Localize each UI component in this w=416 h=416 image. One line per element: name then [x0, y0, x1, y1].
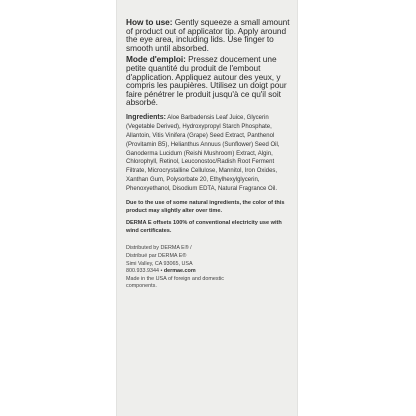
distributor-address: Simi Valley, CA 93065, USA — [126, 260, 193, 267]
website: dermae.com — [163, 268, 196, 275]
ingredients-text: Aloe Barbadensis Leaf Juice, Glycerin (Vegetable Derived), Hydroxypropyl Starch Phosphate, Allantoin, Vitis Vinifera (Grape) Seed Extract, Panthenol (Provitamin B5), Helianthus Annuus (Sunflower) Seed Oil, Ganoderma Lucidum (Reishi Mushroom) Extract, Algin, Chlorophyll, Retinol, Leuconostoc/Radish Root Ferment Filtrate, Microcrystalline Cellulose, Mannitol, Iron Oxides, Xanthan Gum, Polysorbate 20, Ethylhexylglycerin, Phenoxyethanol, Disodium EDTA, Natural Fragrance Oil. — [126, 113, 280, 193]
how-to-use-heading: How to use: — [126, 17, 173, 27]
color-note: Due to the use of some natural ingredients, the color of this product may slightly alter over time. — [126, 200, 285, 214]
label-content — [126, 18, 292, 291]
how-to-use-section — [126, 18, 292, 52]
phone-number: 800.933.9344 • — [126, 268, 163, 275]
distributor-line-1: Distributed by DERMA E® / — [126, 245, 192, 252]
distributor-info — [126, 245, 292, 291]
mode-emploi-heading: Mode d'emploi: — [126, 54, 186, 65]
ingredients-section — [126, 113, 287, 194]
distributor-contact — [126, 268, 292, 276]
origin-line-2: components. — [126, 283, 157, 290]
ingredients-heading: Ingredients: — [126, 111, 166, 121]
origin-line-1: Made in the USA of foreign and domestic — [126, 275, 224, 282]
offset-note: DERMA E offsets 100% of conventional electricity use with wind certificates. — [126, 220, 282, 234]
mode-emploi-text: Pressez doucement une petite quantité du produit de l'embout d'application. Appliquez autour des yeux, y compris les paupières. Utilisez un doigt pour faire pénétrer le produit jusqu'à ce qu'il soit absorbé. — [126, 54, 287, 108]
how-to-use-text: Gently squeeze a small amount of product out of applicator tip. Apply around the eye area, including lids. Use finger to smooth until absorbed. — [126, 17, 290, 53]
product-label-panel — [116, 0, 298, 416]
distributor-line-2: Distribué par DERMA E® — [126, 253, 187, 260]
mode-emploi-section — [126, 55, 292, 107]
